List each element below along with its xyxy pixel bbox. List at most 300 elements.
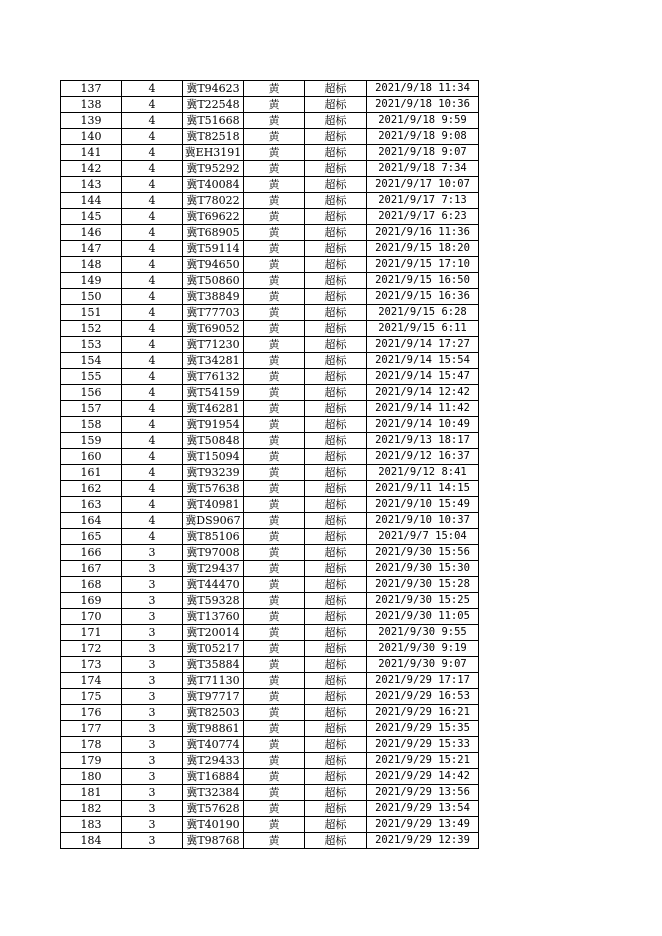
status-cell: 超标 (305, 145, 367, 161)
vehicle-class-cell: 4 (122, 529, 183, 545)
table-row (61, 593, 479, 609)
plate-number-cell: 冀T94623 (183, 81, 244, 97)
row-number-cell: 177 (61, 721, 122, 737)
plate-number-cell: 冀T97717 (183, 689, 244, 705)
table-row (61, 817, 479, 833)
table-row (61, 193, 479, 209)
row-number-cell: 175 (61, 689, 122, 705)
table-row (61, 609, 479, 625)
table-row (61, 689, 479, 705)
plate-number-cell: 冀DS9067 (183, 513, 244, 529)
table-row (61, 737, 479, 753)
row-number-cell: 137 (61, 81, 122, 97)
row-number-cell: 174 (61, 673, 122, 689)
plate-number-cell: 冀T59114 (183, 241, 244, 257)
row-number-cell: 173 (61, 657, 122, 673)
plate-number-cell: 冀T68905 (183, 225, 244, 241)
vehicle-class-cell: 4 (122, 481, 183, 497)
status-cell: 超标 (305, 401, 367, 417)
row-number-cell: 161 (61, 465, 122, 481)
timestamp-cell: 2021/9/17 10:07 (367, 177, 479, 193)
plate-color-cell: 黄 (244, 513, 305, 529)
timestamp-cell: 2021/9/29 13:54 (367, 801, 479, 817)
status-cell: 超标 (305, 305, 367, 321)
plate-number-cell: 冀T91954 (183, 417, 244, 433)
status-cell: 超标 (305, 433, 367, 449)
plate-color-cell: 黄 (244, 673, 305, 689)
status-cell: 超标 (305, 577, 367, 593)
timestamp-cell: 2021/9/29 17:17 (367, 673, 479, 689)
plate-number-cell: 冀T95292 (183, 161, 244, 177)
plate-number-cell: 冀T77703 (183, 305, 244, 321)
status-cell: 超标 (305, 97, 367, 113)
row-number-cell: 150 (61, 289, 122, 305)
timestamp-cell: 2021/9/29 16:53 (367, 689, 479, 705)
table-row (61, 257, 479, 273)
vehicle-class-cell: 4 (122, 513, 183, 529)
timestamp-cell: 2021/9/29 13:56 (367, 785, 479, 801)
status-cell: 超标 (305, 337, 367, 353)
plate-color-cell: 黄 (244, 401, 305, 417)
vehicle-class-cell: 3 (122, 753, 183, 769)
status-cell: 超标 (305, 497, 367, 513)
plate-color-cell: 黄 (244, 817, 305, 833)
status-cell: 超标 (305, 801, 367, 817)
table-row (61, 753, 479, 769)
plate-color-cell: 黄 (244, 81, 305, 97)
plate-color-cell: 黄 (244, 801, 305, 817)
plate-number-cell: 冀T57628 (183, 801, 244, 817)
timestamp-cell: 2021/9/30 15:30 (367, 561, 479, 577)
vehicle-class-cell: 3 (122, 769, 183, 785)
plate-color-cell: 黄 (244, 465, 305, 481)
vehicle-class-cell: 4 (122, 289, 183, 305)
plate-number-cell: 冀EH3191 (183, 145, 244, 161)
status-cell: 超标 (305, 353, 367, 369)
plate-number-cell: 冀T40190 (183, 817, 244, 833)
status-cell: 超标 (305, 769, 367, 785)
plate-color-cell: 黄 (244, 241, 305, 257)
status-cell: 超标 (305, 593, 367, 609)
table-row (61, 337, 479, 353)
plate-number-cell: 冀T97008 (183, 545, 244, 561)
row-number-cell: 155 (61, 369, 122, 385)
timestamp-cell: 2021/9/14 17:27 (367, 337, 479, 353)
vehicle-class-cell: 3 (122, 785, 183, 801)
row-number-cell: 172 (61, 641, 122, 657)
vehicle-class-cell: 3 (122, 801, 183, 817)
row-number-cell: 178 (61, 737, 122, 753)
table-row (61, 401, 479, 417)
vehicle-class-cell: 4 (122, 177, 183, 193)
status-cell: 超标 (305, 369, 367, 385)
plate-number-cell: 冀T98861 (183, 721, 244, 737)
table-row (61, 657, 479, 673)
plate-color-cell: 黄 (244, 129, 305, 145)
row-number-cell: 165 (61, 529, 122, 545)
table-row (61, 529, 479, 545)
status-cell: 超标 (305, 113, 367, 129)
timestamp-cell: 2021/9/30 9:07 (367, 657, 479, 673)
timestamp-cell: 2021/9/30 9:55 (367, 625, 479, 641)
status-cell: 超标 (305, 625, 367, 641)
vehicle-class-cell: 4 (122, 401, 183, 417)
plate-color-cell: 黄 (244, 785, 305, 801)
vehicle-class-cell: 3 (122, 721, 183, 737)
vehicle-class-cell: 4 (122, 241, 183, 257)
table-row (61, 385, 479, 401)
timestamp-cell: 2021/9/29 14:42 (367, 769, 479, 785)
plate-color-cell: 黄 (244, 113, 305, 129)
row-number-cell: 181 (61, 785, 122, 801)
plate-color-cell: 黄 (244, 625, 305, 641)
row-number-cell: 146 (61, 225, 122, 241)
row-number-cell: 138 (61, 97, 122, 113)
table-row (61, 769, 479, 785)
status-cell: 超标 (305, 177, 367, 193)
row-number-cell: 164 (61, 513, 122, 529)
timestamp-cell: 2021/9/18 11:34 (367, 81, 479, 97)
vehicle-class-cell: 4 (122, 449, 183, 465)
row-number-cell: 154 (61, 353, 122, 369)
vehicle-class-cell: 3 (122, 833, 183, 849)
table-row (61, 433, 479, 449)
row-number-cell: 144 (61, 193, 122, 209)
status-cell: 超标 (305, 465, 367, 481)
vehicle-class-cell: 4 (122, 321, 183, 337)
plate-color-cell: 黄 (244, 321, 305, 337)
status-cell: 超标 (305, 449, 367, 465)
timestamp-cell: 2021/9/7 15:04 (367, 529, 479, 545)
row-number-cell: 176 (61, 705, 122, 721)
row-number-cell: 171 (61, 625, 122, 641)
table-row (61, 545, 479, 561)
row-number-cell: 152 (61, 321, 122, 337)
row-number-cell: 183 (61, 817, 122, 833)
table-row (61, 449, 479, 465)
timestamp-cell: 2021/9/18 7:34 (367, 161, 479, 177)
table-row (61, 561, 479, 577)
plate-number-cell: 冀T50860 (183, 273, 244, 289)
timestamp-cell: 2021/9/18 9:08 (367, 129, 479, 145)
table-row (61, 801, 479, 817)
status-cell: 超标 (305, 545, 367, 561)
timestamp-cell: 2021/9/10 15:49 (367, 497, 479, 513)
vehicle-class-cell: 3 (122, 657, 183, 673)
plate-color-cell: 黄 (244, 385, 305, 401)
row-number-cell: 149 (61, 273, 122, 289)
table-row (61, 369, 479, 385)
status-cell: 超标 (305, 529, 367, 545)
timestamp-cell: 2021/9/15 6:11 (367, 321, 479, 337)
vehicle-class-cell: 4 (122, 225, 183, 241)
table-row (61, 721, 479, 737)
plate-color-cell: 黄 (244, 689, 305, 705)
table-row (61, 241, 479, 257)
spreadsheet-page (60, 80, 479, 849)
status-cell: 超标 (305, 193, 367, 209)
plate-number-cell: 冀T34281 (183, 353, 244, 369)
status-cell: 超标 (305, 561, 367, 577)
table-row (61, 641, 479, 657)
vehicle-class-cell: 4 (122, 305, 183, 321)
row-number-cell: 166 (61, 545, 122, 561)
plate-number-cell: 冀T78022 (183, 193, 244, 209)
plate-color-cell: 黄 (244, 593, 305, 609)
row-number-cell: 157 (61, 401, 122, 417)
timestamp-cell: 2021/9/15 16:36 (367, 289, 479, 305)
plate-color-cell: 黄 (244, 641, 305, 657)
plate-number-cell: 冀T69052 (183, 321, 244, 337)
table-row (61, 113, 479, 129)
plate-color-cell: 黄 (244, 769, 305, 785)
row-number-cell: 184 (61, 833, 122, 849)
status-cell: 超标 (305, 657, 367, 673)
vehicle-class-cell: 4 (122, 161, 183, 177)
timestamp-cell: 2021/9/30 9:19 (367, 641, 479, 657)
status-cell: 超标 (305, 81, 367, 97)
row-number-cell: 159 (61, 433, 122, 449)
status-cell: 超标 (305, 129, 367, 145)
plate-color-cell: 黄 (244, 449, 305, 465)
timestamp-cell: 2021/9/12 8:41 (367, 465, 479, 481)
row-number-cell: 147 (61, 241, 122, 257)
table-row (61, 497, 479, 513)
timestamp-cell: 2021/9/16 11:36 (367, 225, 479, 241)
timestamp-cell: 2021/9/17 7:13 (367, 193, 479, 209)
vehicle-class-cell: 3 (122, 673, 183, 689)
status-cell: 超标 (305, 161, 367, 177)
plate-color-cell: 黄 (244, 145, 305, 161)
vehicle-class-cell: 4 (122, 337, 183, 353)
vehicle-class-cell: 4 (122, 113, 183, 129)
plate-color-cell: 黄 (244, 529, 305, 545)
plate-color-cell: 黄 (244, 177, 305, 193)
plate-color-cell: 黄 (244, 97, 305, 113)
timestamp-cell: 2021/9/30 15:25 (367, 593, 479, 609)
plate-color-cell: 黄 (244, 481, 305, 497)
table-row (61, 289, 479, 305)
table-row (61, 625, 479, 641)
plate-number-cell: 冀T13760 (183, 609, 244, 625)
plate-color-cell: 黄 (244, 193, 305, 209)
plate-color-cell: 黄 (244, 369, 305, 385)
row-number-cell: 140 (61, 129, 122, 145)
plate-color-cell: 黄 (244, 545, 305, 561)
timestamp-cell: 2021/9/14 15:47 (367, 369, 479, 385)
status-cell: 超标 (305, 785, 367, 801)
timestamp-cell: 2021/9/17 6:23 (367, 209, 479, 225)
plate-color-cell: 黄 (244, 657, 305, 673)
table-row (61, 481, 479, 497)
table-row (61, 417, 479, 433)
plate-color-cell: 黄 (244, 561, 305, 577)
vehicle-class-cell: 4 (122, 193, 183, 209)
table-row (61, 209, 479, 225)
plate-number-cell: 冀T35884 (183, 657, 244, 673)
status-cell: 超标 (305, 513, 367, 529)
plate-number-cell: 冀T32384 (183, 785, 244, 801)
plate-number-cell: 冀T40981 (183, 497, 244, 513)
timestamp-cell: 2021/9/18 9:07 (367, 145, 479, 161)
row-number-cell: 148 (61, 257, 122, 273)
plate-number-cell: 冀T69622 (183, 209, 244, 225)
status-cell: 超标 (305, 609, 367, 625)
timestamp-cell: 2021/9/29 13:49 (367, 817, 479, 833)
vehicle-class-cell: 4 (122, 257, 183, 273)
timestamp-cell: 2021/9/12 16:37 (367, 449, 479, 465)
table-row (61, 177, 479, 193)
table-row (61, 321, 479, 337)
table-row (61, 225, 479, 241)
plate-number-cell: 冀T38849 (183, 289, 244, 305)
plate-number-cell: 冀T29437 (183, 561, 244, 577)
timestamp-cell: 2021/9/29 12:39 (367, 833, 479, 849)
timestamp-cell: 2021/9/15 16:50 (367, 273, 479, 289)
table-row (61, 273, 479, 289)
vehicle-class-cell: 4 (122, 433, 183, 449)
row-number-cell: 145 (61, 209, 122, 225)
vehicle-class-cell: 4 (122, 81, 183, 97)
plate-number-cell: 冀T46281 (183, 401, 244, 417)
plate-number-cell: 冀T51668 (183, 113, 244, 129)
status-cell: 超标 (305, 833, 367, 849)
plate-color-cell: 黄 (244, 273, 305, 289)
timestamp-cell: 2021/9/18 10:36 (367, 97, 479, 113)
plate-color-cell: 黄 (244, 353, 305, 369)
table-row (61, 513, 479, 529)
table-row (61, 833, 479, 849)
plate-number-cell: 冀T05217 (183, 641, 244, 657)
timestamp-cell: 2021/9/30 15:28 (367, 577, 479, 593)
row-number-cell: 142 (61, 161, 122, 177)
row-number-cell: 141 (61, 145, 122, 161)
plate-number-cell: 冀T94650 (183, 257, 244, 273)
table-row (61, 129, 479, 145)
status-cell: 超标 (305, 721, 367, 737)
plate-color-cell: 黄 (244, 753, 305, 769)
plate-number-cell: 冀T82503 (183, 705, 244, 721)
plate-color-cell: 黄 (244, 833, 305, 849)
row-number-cell: 143 (61, 177, 122, 193)
plate-color-cell: 黄 (244, 209, 305, 225)
vehicle-class-cell: 4 (122, 145, 183, 161)
timestamp-cell: 2021/9/15 18:20 (367, 241, 479, 257)
plate-color-cell: 黄 (244, 257, 305, 273)
status-cell: 超标 (305, 673, 367, 689)
vehicle-class-cell: 4 (122, 369, 183, 385)
vehicle-class-cell: 4 (122, 209, 183, 225)
plate-color-cell: 黄 (244, 305, 305, 321)
plate-color-cell: 黄 (244, 289, 305, 305)
vehicle-class-cell: 4 (122, 97, 183, 113)
plate-color-cell: 黄 (244, 609, 305, 625)
table-row (61, 465, 479, 481)
row-number-cell: 139 (61, 113, 122, 129)
table-row (61, 705, 479, 721)
row-number-cell: 156 (61, 385, 122, 401)
row-number-cell: 160 (61, 449, 122, 465)
row-number-cell: 153 (61, 337, 122, 353)
row-number-cell: 170 (61, 609, 122, 625)
status-cell: 超标 (305, 817, 367, 833)
plate-number-cell: 冀T85106 (183, 529, 244, 545)
timestamp-cell: 2021/9/10 10:37 (367, 513, 479, 529)
vehicle-class-cell: 4 (122, 497, 183, 513)
plate-number-cell: 冀T20014 (183, 625, 244, 641)
table-body (61, 81, 479, 849)
status-cell: 超标 (305, 689, 367, 705)
vehicle-class-cell: 3 (122, 561, 183, 577)
row-number-cell: 182 (61, 801, 122, 817)
row-number-cell: 151 (61, 305, 122, 321)
vehicle-class-cell: 4 (122, 129, 183, 145)
vehicle-class-cell: 3 (122, 609, 183, 625)
row-number-cell: 163 (61, 497, 122, 513)
vehicle-class-cell: 3 (122, 577, 183, 593)
plate-number-cell: 冀T50848 (183, 433, 244, 449)
plate-number-cell: 冀T71230 (183, 337, 244, 353)
plate-color-cell: 黄 (244, 433, 305, 449)
table-row (61, 97, 479, 113)
status-cell: 超标 (305, 737, 367, 753)
plate-number-cell: 冀T76132 (183, 369, 244, 385)
vehicle-class-cell: 3 (122, 737, 183, 753)
vehicle-class-cell: 4 (122, 465, 183, 481)
status-cell: 超标 (305, 385, 367, 401)
row-number-cell: 167 (61, 561, 122, 577)
row-number-cell: 158 (61, 417, 122, 433)
vehicle-class-cell: 3 (122, 545, 183, 561)
status-cell: 超标 (305, 289, 367, 305)
vehicle-class-cell: 3 (122, 705, 183, 721)
vehicle-class-cell: 3 (122, 641, 183, 657)
table-row (61, 577, 479, 593)
status-cell: 超标 (305, 241, 367, 257)
vehicle-class-cell: 4 (122, 385, 183, 401)
timestamp-cell: 2021/9/18 9:59 (367, 113, 479, 129)
row-number-cell: 179 (61, 753, 122, 769)
status-cell: 超标 (305, 705, 367, 721)
timestamp-cell: 2021/9/29 15:33 (367, 737, 479, 753)
row-number-cell: 162 (61, 481, 122, 497)
timestamp-cell: 2021/9/13 18:17 (367, 433, 479, 449)
vehicle-record-table (60, 80, 479, 849)
plate-number-cell: 冀T82518 (183, 129, 244, 145)
plate-color-cell: 黄 (244, 337, 305, 353)
plate-color-cell: 黄 (244, 721, 305, 737)
table-row (61, 81, 479, 97)
plate-color-cell: 黄 (244, 737, 305, 753)
plate-number-cell: 冀T29433 (183, 753, 244, 769)
plate-number-cell: 冀T40084 (183, 177, 244, 193)
plate-number-cell: 冀T59328 (183, 593, 244, 609)
status-cell: 超标 (305, 225, 367, 241)
plate-number-cell: 冀T44470 (183, 577, 244, 593)
status-cell: 超标 (305, 481, 367, 497)
plate-color-cell: 黄 (244, 161, 305, 177)
table-row (61, 785, 479, 801)
row-number-cell: 168 (61, 577, 122, 593)
row-number-cell: 180 (61, 769, 122, 785)
vehicle-class-cell: 3 (122, 689, 183, 705)
status-cell: 超标 (305, 209, 367, 225)
vehicle-class-cell: 4 (122, 353, 183, 369)
vehicle-class-cell: 3 (122, 817, 183, 833)
status-cell: 超标 (305, 641, 367, 657)
timestamp-cell: 2021/9/29 15:21 (367, 753, 479, 769)
status-cell: 超标 (305, 257, 367, 273)
